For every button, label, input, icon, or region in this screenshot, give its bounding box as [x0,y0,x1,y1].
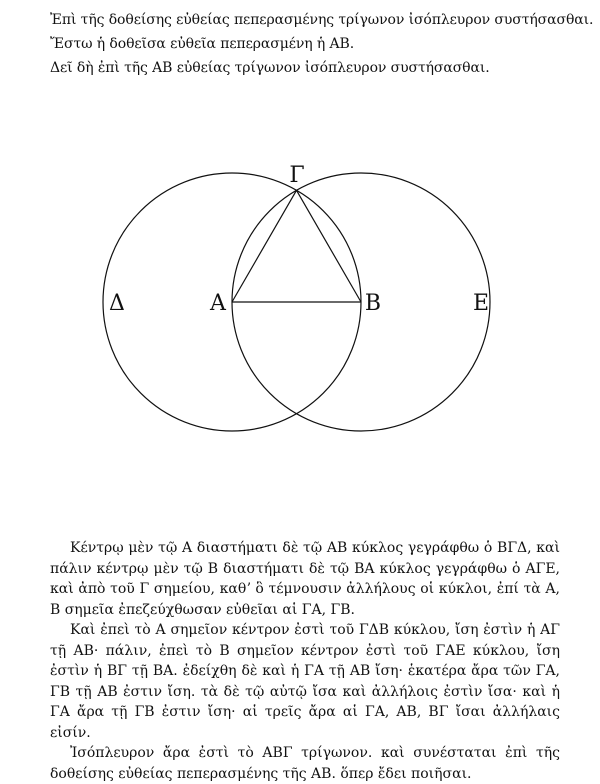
label-epsilon: Ε [472,291,490,316]
proof-paragraph-demonstration: Καὶ ἐπεὶ τὸ Α σημεῖον κέντρον ἐστὶ τοῦ ΓΔΒ κύκλου, ἴση ἐστὶν ἡ ΑΓ τῇ ΑΒ· πάλιν, ἐπεὶ τὸ Β σημεῖον κέντρον ἐστὶ τοῦ ΓΑΕ κύκλου, ἴση ἐστὶν ἡ ΒΓ τῇ ΒΑ. ἐδείχθη δὲ καὶ ἡ ΓΑ τῇ ΑΒ ἴση· ἑκατέρα ἄρα τῶν ΓΑ, ΓΒ τῇ ΑΒ ἐστιν ἴση. τὰ δὲ τῷ αὐτῷ ἴσα καὶ ἀλλήλοις ἐστὶν ἴσα· καὶ ἡ ΓΑ ἄρα τῇ ΓΒ ἐστιν ἴση· αἱ τρεῖς ἄρα αἱ ΓΑ, ΑΒ, ΒΓ ἴσαι ἀλλήλαις εἰσίν. [50,622,560,741]
label-delta: Δ [109,291,125,316]
proposition-line-enunciation: Ἐπὶ τῆς δοθείσης εὐθείας πεπερασμένης τρίγωνον ἰσόπλευρον συστήσασθαι. [50,12,594,28]
proposition-line-specification: Δεῖ δὴ ἐπὶ τῆς ΑΒ εὐθείας τρίγωνον ἰσόπλευρον συστήσασθαι. [50,60,490,76]
label-beta: Β [364,291,382,316]
proof-text [50,538,560,784]
label-alpha: Α [210,291,226,316]
segment-gb [297,190,362,302]
proposition-line-setting-out: Ἔστω ἡ δοθεῖσα εὐθεῖα πεπερασμένη ἡ ΑΒ. [50,36,355,52]
label-gamma: Γ [289,163,305,188]
proof-paragraph-conclusion: Ἰσόπλευρον ἄρα ἐστὶ τὸ ΑΒΓ τρίγωνον. καὶ συνέσταται ἐπὶ τῆς δοθείσης εὐθείας πεπερασμένης τῆς ΑΒ. ὅπερ ἔδει ποιῆσαι. [50,745,560,782]
segment-ga [232,190,297,302]
proof-paragraph-construction: Κέντρῳ μὲν τῷ Α διαστήματι δὲ τῷ ΑΒ κύκλος γεγράφθω ὁ ΒΓΔ, καὶ πάλιν κέντρῳ μὲν τῷ Β διαστήματι δὲ τῷ ΒΑ κύκλος γεγράφθω ὁ ΑΓΕ, καὶ ἀπὸ τοῦ Γ σημείου, καθʼ ὃ τέμνουσιν ἀλλήλους οἱ κύκλοι, ἐπί τὰ Α, Β σημεῖα ἐπεζεύχθωσαν εὐθεῖαι αἱ ΓΑ, ΓΒ. [50,540,560,618]
